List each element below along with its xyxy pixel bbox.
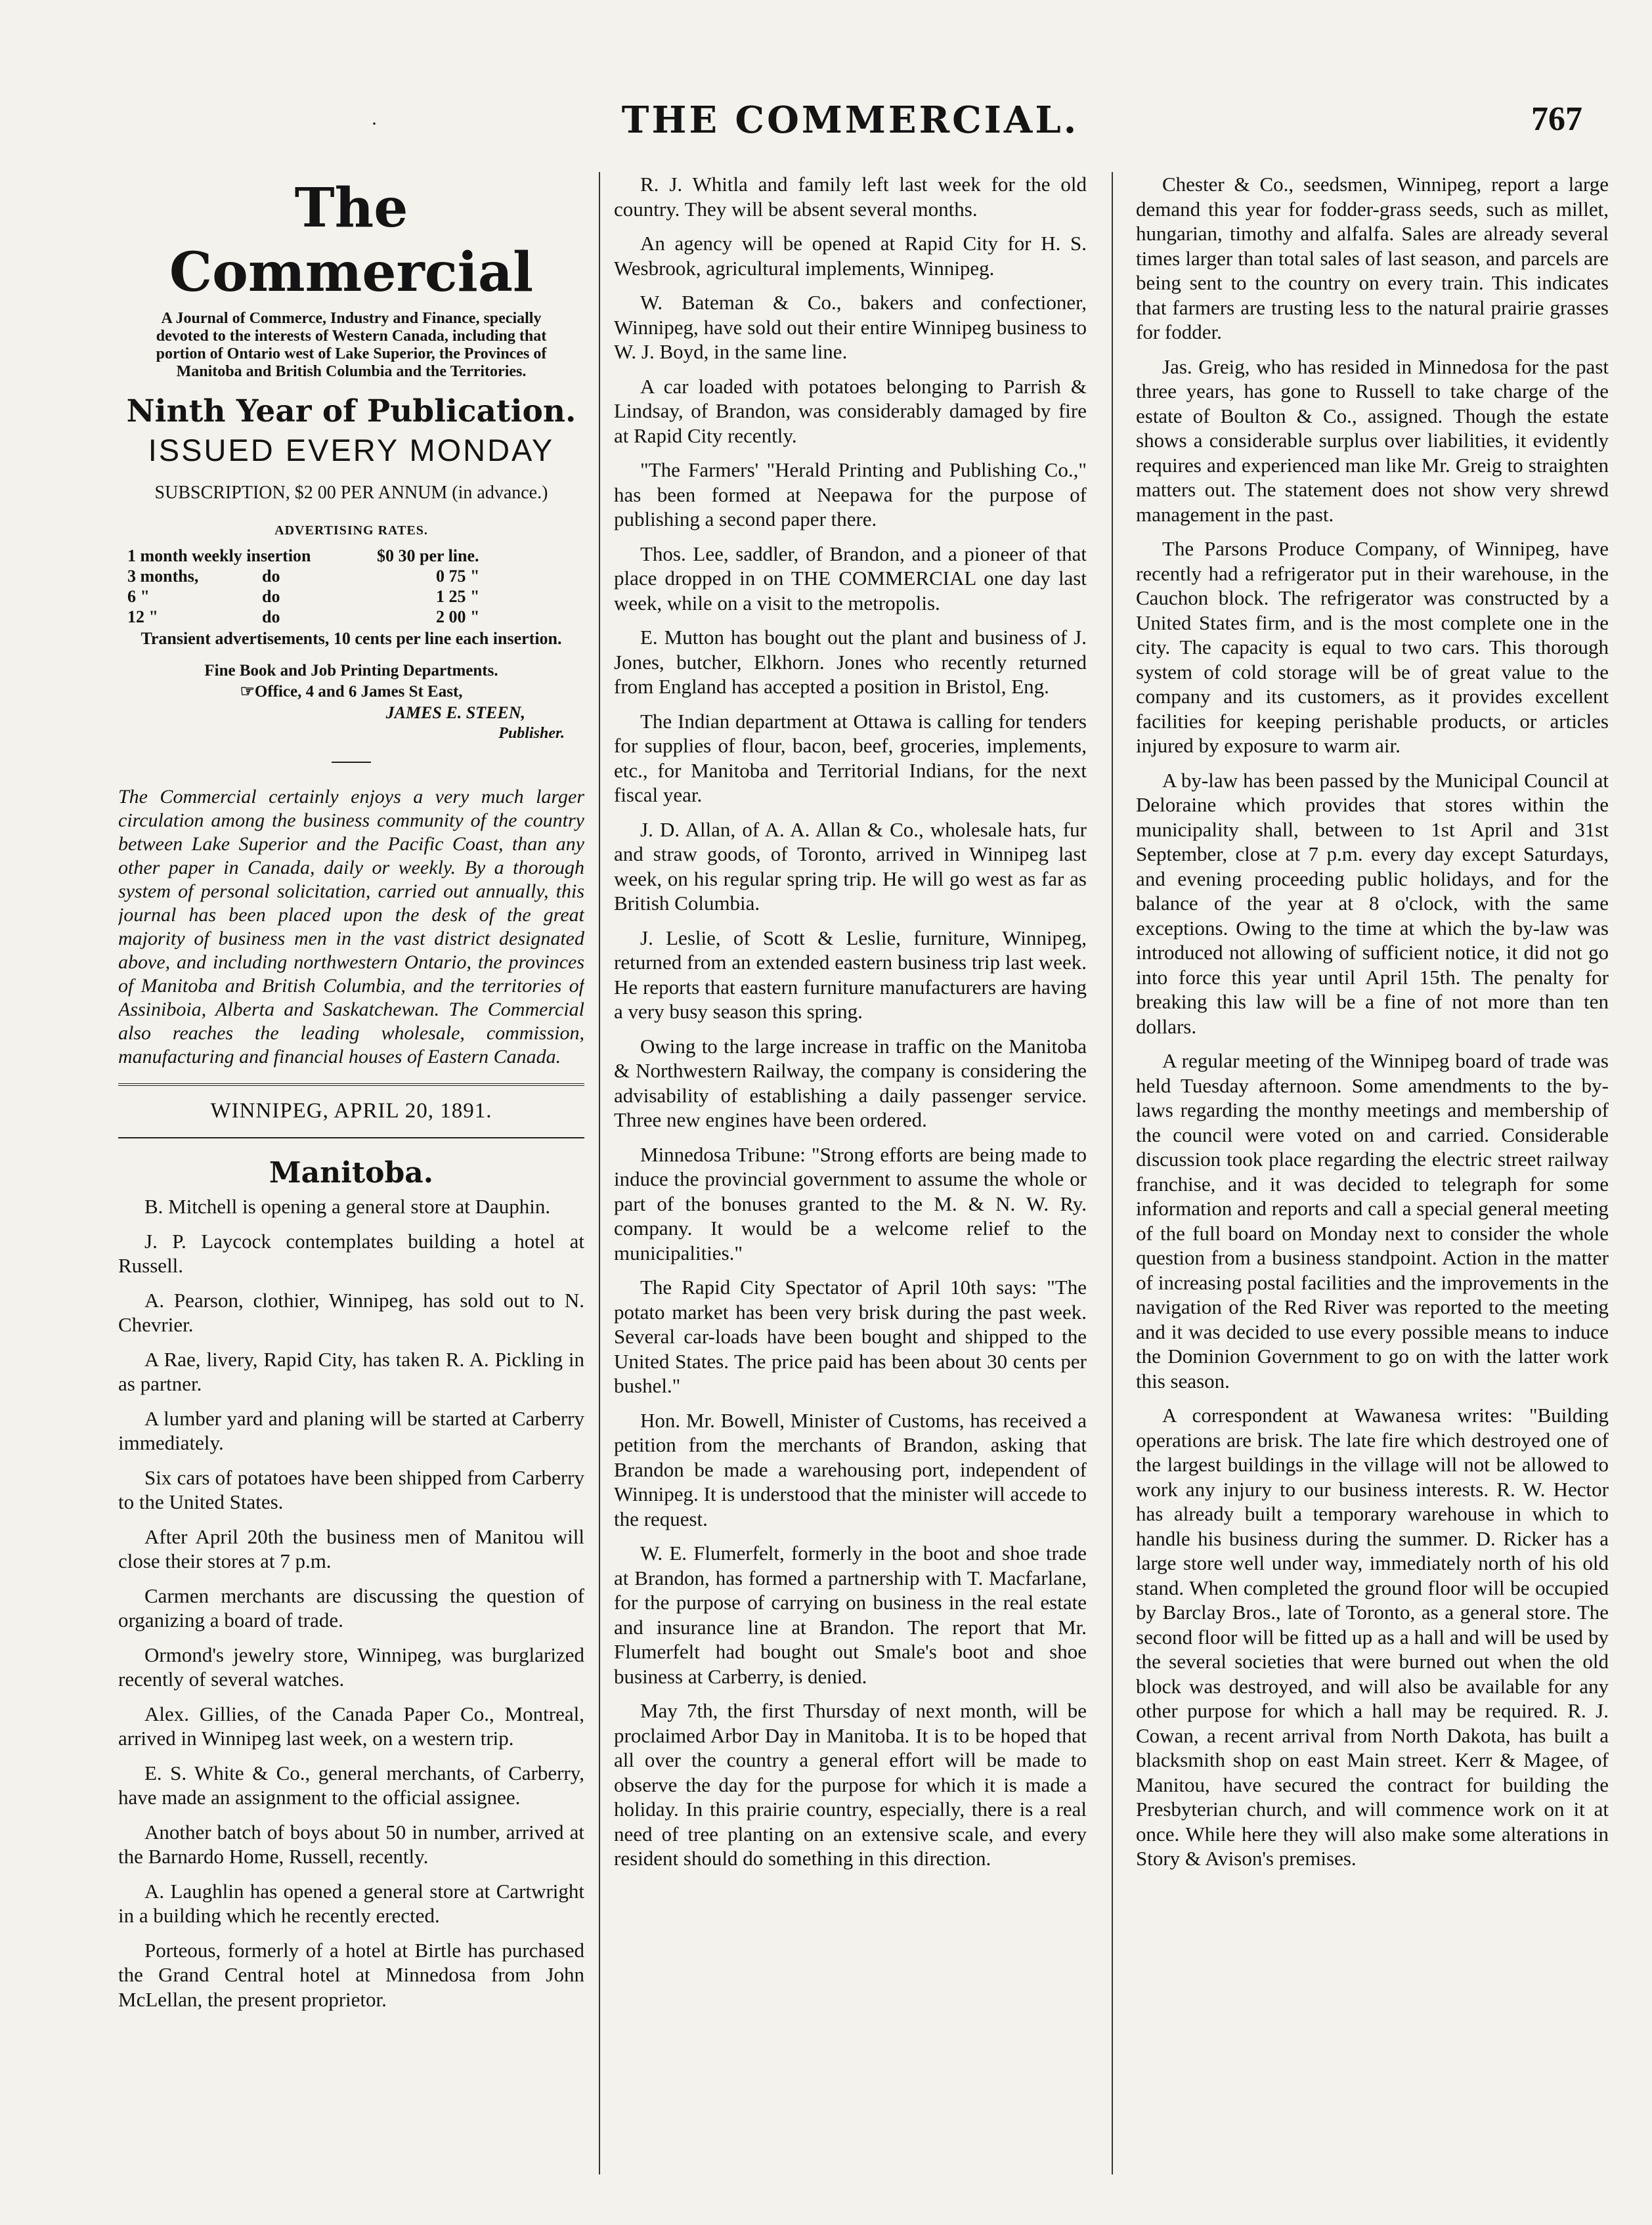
news-item: A by-law has been passed by the Municipal Council at Deloraine which provides that stores within the municipality shall, between to 1st April and 31st September, close at 7 p.m. every day except Saturdays, and evening proceeding public holidays, and for the balance of the year at 8 o'clock, with the same exceptions. Owing to the time at which the by-law was introduced not allowing of sufficient notice, it did not go into force this year until April 15th. The penalty for breaking this law will be a fine of not more than ten dollars. (1136, 768, 1609, 1038)
column-rule-2 (1112, 172, 1113, 2174)
news-item: "The Farmers' "Herald Printing and Publishing Co.," has been formed at Neepawa for the purpose of publishing a second paper there. (614, 458, 1087, 530)
subscription-line: SUBSCRIPTION, $2 00 PER ANNUM (in advance.) (154, 483, 548, 503)
news-item: Alex. Gillies, of the Canada Paper Co., Montreal, arrived in Winnipeg last week, on a western trip. (118, 1702, 584, 1750)
news-item: The Parsons Produce Company, of Winnipeg, have recently had a refrigerator put in their warehouse, in the Cauchon block. The refrigerator was constructed by a United States firm, and is the most complete one in the city. The capacity is equal to two cars. This thorough system of cold storage will be of great value to the company and its customers, as it provides excellent facilities for keeping perishable products, or articles injured by exposure to warm air. (1136, 537, 1609, 757)
rate-period: 6 " (127, 587, 150, 606)
rate-ditto: do (262, 587, 280, 606)
news-item: B. Mitchell is opening a general store at Dauphin. (144, 1195, 551, 1218)
page-header (118, 98, 1582, 151)
page-number: 767 (1531, 100, 1582, 138)
column-3 (1136, 172, 1609, 2181)
rate-row (118, 586, 584, 607)
news-item: A. Pearson, clothier, Winnipeg, has sold out to N. Chevrier. (118, 1288, 584, 1336)
issued-every-monday: ISSUED EVERY MONDAY (148, 433, 555, 467)
news-item: Carmen merchants are discussing the question of organizing a board of trade. (118, 1584, 584, 1631)
news-item: E. Mutton has bought out the plant and business of J. Jones, butcher, Elkhorn. Jones who recently returned from England has accepted a position in Bristol, Eng. (614, 626, 1087, 698)
advertising-rates-heading: ADVERTISING RATES. (274, 523, 428, 538)
publisher-role: Publisher. (498, 725, 565, 742)
news-item: Thos. Lee, saddler, of Brandon, and a pioneer of that place dropped in on THE COMMERCIAL one day last week, while on a visit to the metropolis. (614, 542, 1087, 615)
section-heading: Manitoba. (269, 1156, 434, 1190)
news-item: J. P. Laycock contemplates building a hotel at Russell. (118, 1229, 584, 1277)
news-item: J. D. Allan, of A. A. Allan & Co., wholesale hats, fur and straw goods, of Toronto, arrived in Winnipeg last week, on his regular spring trip. He will go west as far as British Columbia. (614, 817, 1087, 915)
rate-ditto: do (262, 567, 280, 586)
column-3-news-items (1136, 172, 1609, 1871)
rate-amount: 0 75 " (436, 567, 480, 586)
masthead-description: A Journal of Commerce, Industry and Finance, specially devoted to the interests of Western Canada, including that portion of Ontario west of Lake Superior, the Provinces of Manitoba and British Columbia and the Territories. (156, 310, 547, 380)
publisher-name: JAMES E. STEEN, (385, 703, 525, 722)
news-item: A correspondent at Wawanesa writes: "Building operations are brisk. The late fire which destroyed one of the largest buildings in the village will not be allowed to work any injury to our business interests. R. W. Hector has already built a temporary warehouse in which to handle his business during the summer. D. Ricker has a large store well under way, immediately north of his old stand. When completed the ground floor will be occupied by Barclay Bros., late of Toronto, as a general store. The second floor will be fitted up as a hall and will be used by the several societies that were burned out when the old block was destroyed, and will also be available for any other purpose for which a hall may be required. R. J. Cowan, a recent arrival from North Dakota, has built a blacksmith shop on east Main street. Kerr & Magee, of Manitou, have secured the contract for building the Presbyterian church, and will commence work on it at once. While here they will also make some alterations in Story & Avison's premises. (1136, 1404, 1609, 1870)
rate-amount: $0 30 per line. (377, 546, 479, 565)
news-item: A lumber yard and planing will be started at Carberry immediately. (118, 1406, 584, 1454)
news-item: Ormond's jewelry store, Winnipeg, was burglarized recently of several watches. (118, 1643, 584, 1691)
news-item: Porteous, formerly of a hotel at Birtle has purchased the Grand Central hotel at Minnedosa from John McLellan, the present proprietor. (118, 1938, 584, 2011)
news-item: W. E. Flumerfelt, formerly in the boot and shoe trade at Brandon, has formed a partnership with T. Macfarlane, for the purpose of carrying on business in the real estate and insurance line at Brandon. The report that Mr. Flumerfelt had bought out Smale's boot and shoe business at Carberry, is denied. (614, 1542, 1087, 1688)
news-item: A car loaded with potatoes belonging to Parrish & Lindsay, of Brandon, was considerably damaged by fire at Rapid City recently. (614, 374, 1087, 447)
dateline: WINNIPEG, APRIL 20, 1891. (210, 1099, 492, 1123)
news-item: E. S. White & Co., general merchants, of Carberry, have made an assignment to the official assignee. (118, 1761, 584, 1809)
column-2-news-items (614, 172, 1087, 1871)
news-item: A Rae, livery, Rapid City, has taken R. A. Pickling in as partner. (118, 1347, 584, 1395)
rate-period: 12 " (127, 607, 158, 626)
news-item: Minnedosa Tribune: "Strong efforts are being made to induce the provincial government to assume the whole or part of the bonuses granted to the M. & N. W. Ry. company. It would be a welcome relief to the municipalities." (614, 1142, 1087, 1264)
column-1-news-items (118, 1194, 584, 2012)
divider (118, 1137, 584, 1138)
masthead-title: The Commercial (169, 177, 534, 304)
rate-period: 1 month weekly insertion (127, 546, 311, 565)
news-item: Jas. Greig, who has resided in Minnedosa for the past three years, has gone to Russell to take charge of the estate of Boulton & Co., assigned. Though the estate shows a considerable surplus over liabilities, it evidently requires and experienced man like Mr. Greig to straighten matters out. The statement does not show very shrewd management in the past. (1136, 355, 1609, 526)
rate-ditto: do (262, 607, 280, 626)
rate-row (118, 566, 584, 586)
rate-period: 3 months, (127, 567, 199, 586)
publication-year-line: Ninth Year of Publication. (126, 393, 576, 429)
news-item: After April 20th the business men of Manitou will close their stores at 7 p.m. (118, 1524, 584, 1572)
circulation-statement: The Commercial certainly enjoys a very much larger circulation among the business community of the country between Lake Superior and the Pacific Coast, than any other paper in Canada, daily or weekly. By a thorough system of personal solicitation, carried out annually, this journal has been placed upon the desk of the great majority of business men in the vast district designated above, and including northwestern Ontario, the provinces of Manitoba and British Columbia, and the territories of Assiniboia, Alberta and Saskatchewan. The Commercial also reaches the leading wholesale, commission, manufacturing and financial houses of Eastern Canada. (118, 786, 584, 1068)
header-dot: · (371, 113, 378, 135)
rate-amount: 2 00 " (436, 607, 480, 626)
news-item: R. J. Whitla and family left last week for the old country. They will be absent several months. (614, 173, 1087, 221)
news-item: W. Bateman & Co., bakers and confectioner, Winnipeg, have sold out their entire Winnipeg business to W. J. Boyd, in the same line. (614, 291, 1087, 363)
news-item: Hon. Mr. Bowell, Minister of Customs, has received a petition from the merchants of Brandon, asking that Brandon be made a warehousing port, independent of Winnipeg. It is understood that the minister will accede to the request. (614, 1408, 1087, 1530)
column-rule-1 (599, 172, 600, 2174)
news-item: The Indian department at Ottawa is calling for tenders for supplies of flour, bacon, beef, groceries, implements, etc., for Manitoba and Territorial Indians, for the next fiscal year. (614, 709, 1087, 806)
printing-department: Fine Book and Job Printing Departments. (204, 662, 498, 680)
rate-row (118, 546, 584, 566)
news-item: An agency will be opened at Rapid City for H. S. Wesbrook, agricultural implements, Winnipeg. (614, 232, 1087, 280)
news-item: May 7th, the first Thursday of next month, will be proclaimed Arbor Day in Manitoba. It is to be hoped that all over the country a general effort will be made to observe the day for the purpose for which it is made a holiday. In this prairie country, especially, there is a real need of tree planting on an extensive scale, and every resident should do something in this direction. (614, 1699, 1087, 1870)
news-item: The Rapid City Spectator of April 10th says: "The potato market has been very brisk during the past week. Several car-loads have been bought and shipped to the United States. The price paid has been about 30 cents per bushel." (614, 1276, 1087, 1397)
news-item: A regular meeting of the Winnipeg board of trade was held Tuesday afternoon. Some amendments to the by-laws regarding the monthy meetings and membership of the council were voted on and carried. Considerable discussion took place regarding the electric street railway franchise, and it was decided to telegraph for some information and reports and call a special general meeting of the full board on Monday next to consider the whole question from a business standpoint. Action in the matter of increasing postal facilities and the improvements in the navigation of the Red River was reported to the meeting and it was decided to use every possible means to induce the Dominion Government to go on with the latter work this season. (1136, 1049, 1609, 1393)
news-item: Chester & Co., seedsmen, Winnipeg, report a large demand this year for fodder-grass seeds, such as millet, hungarian, timothy and alfalfa. Sales are already several times larger than total sales of last season, and parcels are being sent to the country on every train. This indicates that farmers are trusting less to the natural prairie grasses for fodder. (1136, 173, 1609, 343)
news-item: A. Laughlin has opened a general store at Cartwright in a building which he recently erected. (118, 1879, 584, 1927)
rate-row (118, 607, 584, 627)
column-1 (118, 172, 584, 2181)
news-item: Owing to the large increase in traffic on the Manitoba & Northwestern Railway, the company is considering the advisability of establishing a daily passenger service. Three new engines have been ordered. (614, 1034, 1087, 1131)
office-address: ☞Office, 4 and 6 James St East, (240, 683, 463, 701)
running-head: THE COMMERCIAL. (621, 98, 1079, 142)
transient-ads-note: Transient advertisements, 10 cents per line each insertion. (141, 629, 562, 648)
news-item: J. Leslie, of Scott & Leslie, furniture, Winnipeg, returned from an extended eastern business trip last week. He reports that eastern furniture manufacturers are having a very busy season this spring. (614, 926, 1087, 1023)
divider (332, 762, 371, 763)
rate-amount: 1 25 " (436, 587, 480, 606)
news-item: Another batch of boys about 50 in number, arrived at the Barnardo Home, Russell, recently. (118, 1820, 584, 1868)
news-item: Six cars of potatoes have been shipped from Carberry to the United States. (118, 1465, 584, 1513)
divider (118, 1083, 584, 1086)
column-2 (614, 172, 1087, 2181)
